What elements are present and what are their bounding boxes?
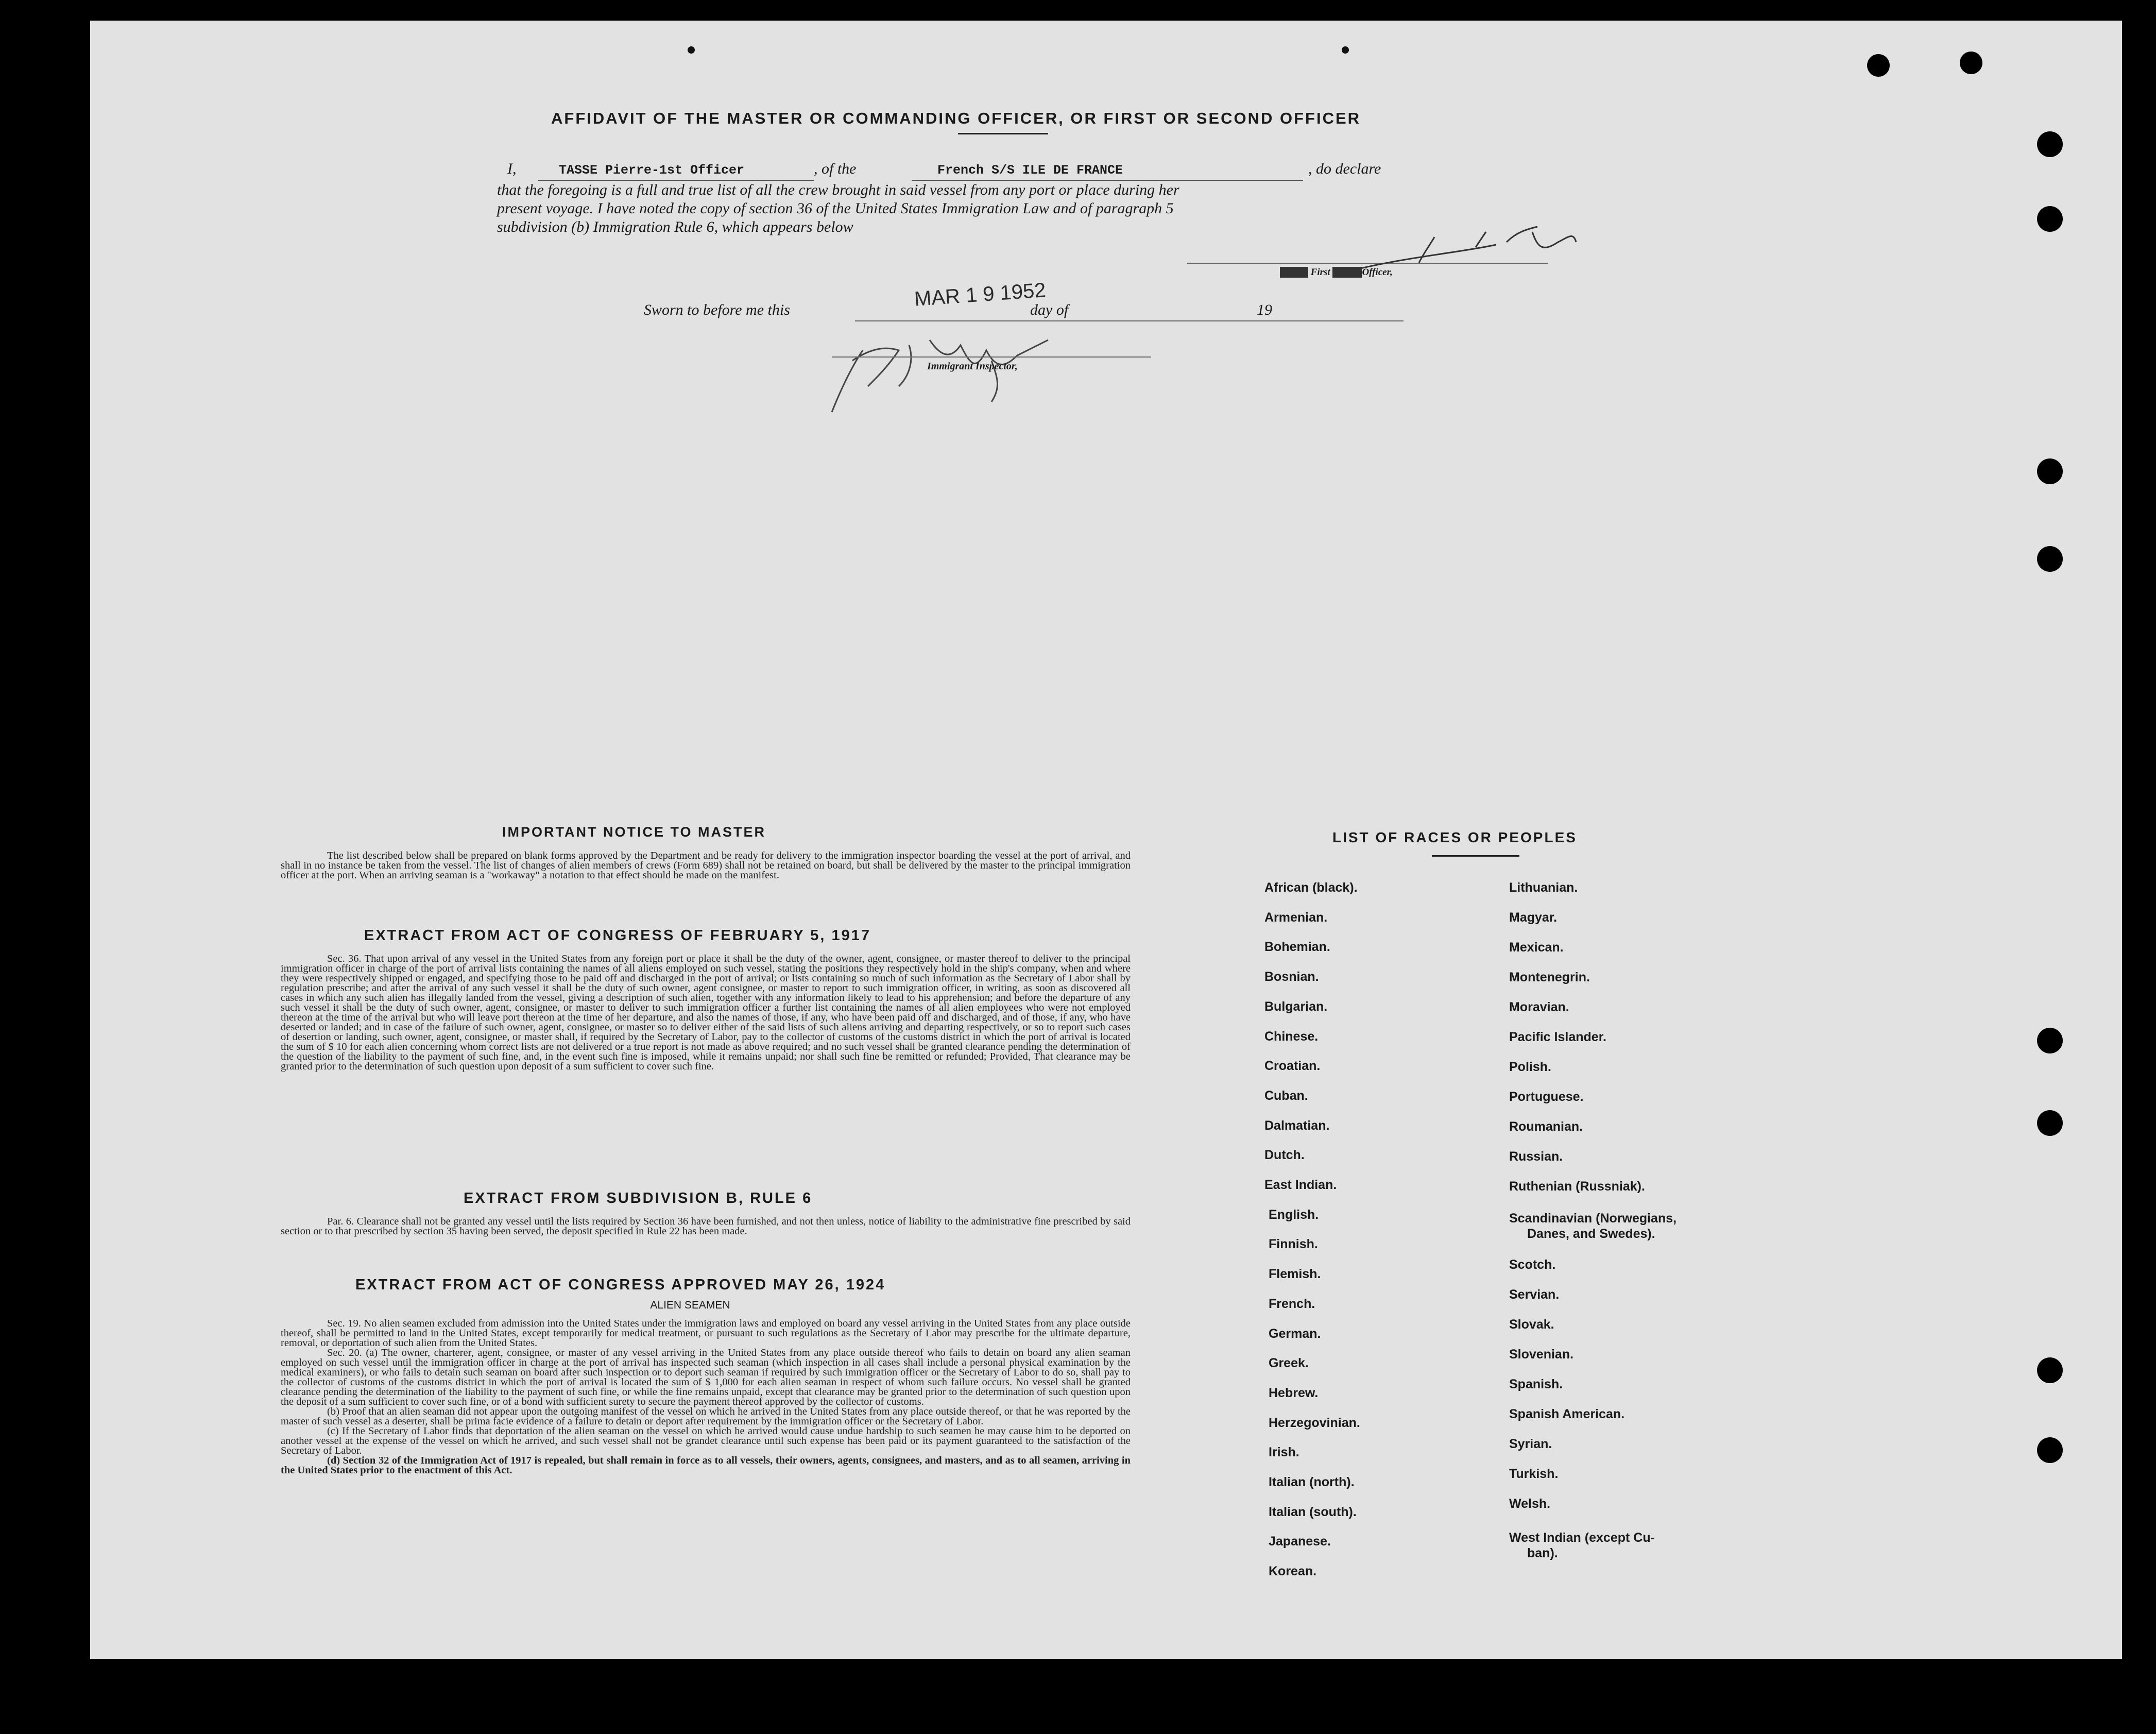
races-underline <box>1432 855 1519 857</box>
extract-1924-column <box>281 1319 1131 1475</box>
first-label: First <box>1310 267 1330 278</box>
punch-hole <box>2037 458 2063 484</box>
body-line-1: that the foregoing is a full and true list of all the crew brought in said vessel from any port or place during her <box>497 181 1179 198</box>
sec19-text: Sec. 19. No alien seamen excluded from admission into the United States under the immigration laws and employed on board any vessel arriving in the United States from any place outside thereof, shall be permitted to land in the United States, except temporarily for medical treatment, or pursuant to such regulations as the Secretary of Labor may prescribe for the ultimate departure, removal, or deportation of such alien from the United States. <box>281 1318 1131 1349</box>
affidavit-title: AFFIDAVIT OF THE MASTER OR COMMANDING OFFICER, OR FIRST OR SECOND OFFICER <box>551 109 1361 127</box>
notice-column <box>281 851 1131 880</box>
race-item: Japanese. <box>1269 1534 1331 1549</box>
race-item: Flemish. <box>1269 1267 1321 1282</box>
race-item: French. <box>1269 1296 1315 1311</box>
sec20d-text: (d) Section 32 of the Immigration Act of 1917 is repealed, but shall remain in force as to all vessels, their owners, agents, consignees, and masters, and as to all seamen, arriving in the United States prior to the enactment of this Act. <box>281 1455 1131 1476</box>
race-item: Dalmatian. <box>1264 1118 1330 1133</box>
punch-hole <box>2037 1357 2063 1383</box>
notice-text: The list described below shall be prepared on blank forms approved by the Department and be ready for delivery to the immigration inspector boarding the vessel at the port of arrival, and shall in no instance be taken from the vessel. The list of changes of alien members of crews (Form 689) shall not be retained on board, but shall be delivered by the master to the principal immigration officer at the port. When an arriving seaman is a "workaway" a notation to that effect should be made on the manifest. <box>281 850 1131 881</box>
extract-1917-text: Sec. 36. That upon arrival of any vessel in the United States from any foreign port or place it shall be the duty of the owner, agent, consignee, or master thereof to deliver to the principal immigration officer in charge of the port of arrival lists containing the names of all aliens employed on such vessel, stating the positions they respectively hold in the ship's company, when and where they were respectively shipped or engaged, and specifying those to be paid off and discharged in the port of arrival; or lists containing so much of such information as the Secretary of Labor shall by regulation prescribe; and after the arrival of any such vessel it shall be the duty of such owner, agent consignee, or master to report to such immigration officer, in writing, as soon as discovered all cases in which any such alien has illegally landed from the vessel, giving a description of such alien, together with any information likely to lead to his apprehension; and before the departure of any such vessel it shall be the duty of such owner, agent, consignee, or master to deliver to such immigration officer a further list containing the names of all alien employees who were not employed thereon at the time of the arrival but who will leave port thereon at the time of her departure, and also the names of those, if any, who have been paid off and discharged, and of those, if any, who have deserted or landed; and in case of the failure of such owner, agent, consignee, or master so to deliver either of the said lists of such aliens arriving and departing respectively, or so to report such cases of desertion or landing, such owner, agent, consignee, or master shall, if required by the Secretary of Labor, pay to the collector of customs of the customs district in which the port of arrival is located the sum of $ 10 for each alien concerning whom correct lists are not delivered or a true report is not made as above required; and no such vessel shall be granted clearance pending the determination of the question of the liability to the payment of such fine, and, in the event such fine is imposed, while it remains unpaid; nor shall such fine be remitted or refunded; Provided, That clearance may be granted prior to the determination of such question upon deposit of a sum sufficient to cover such fine. <box>281 953 1131 1072</box>
extract-1924-title: EXTRACT FROM ACT OF CONGRESS APPROVED MAY 26, 1924 <box>355 1277 886 1293</box>
binder-mark <box>688 46 695 54</box>
struck-master: Master <box>1280 267 1308 278</box>
race-item: Cuban. <box>1264 1088 1308 1103</box>
inspector-label: Immigrant Inspector, <box>927 361 1018 372</box>
race-item: Greek. <box>1269 1356 1309 1371</box>
notice-title: IMPORTANT NOTICE TO MASTER <box>502 824 766 840</box>
race-item: Russian. <box>1509 1149 1563 1164</box>
race-item: Roumanian. <box>1509 1119 1583 1134</box>
year-prefix: 19 <box>1257 301 1272 318</box>
day-of: day of <box>1030 301 1069 318</box>
race-item: Chinese. <box>1264 1029 1319 1044</box>
race-item: ban). <box>1527 1546 1558 1560</box>
race-item: Syrian. <box>1509 1437 1552 1451</box>
extract-1917-column <box>281 954 1131 1072</box>
body-line-2: present voyage. I have noted the copy of section 36 of the United States Immigration Law and of paragraph 5 <box>497 200 1174 217</box>
punch-hole <box>2037 206 2063 232</box>
race-item: Scotch. <box>1509 1257 1556 1272</box>
extract-rule6-column <box>281 1217 1131 1236</box>
race-item: Montenegrin. <box>1509 970 1590 984</box>
race-item: Lithuanian. <box>1509 880 1578 895</box>
extract-rule6-text: Par. 6. Clearance shall not be granted any vessel until the lists required by Section 36 have been furnished, and not then unless, notice of liability to the administrative fine prescribed by said section or to that prescribed by section 35 having been served, the deposit specified in Rule 22 has been made. <box>281 1216 1131 1237</box>
race-item: Spanish American. <box>1509 1407 1625 1421</box>
race-item: East Indian. <box>1264 1178 1337 1192</box>
punch-hole <box>2037 1028 2063 1053</box>
race-item: Dutch. <box>1264 1148 1305 1163</box>
race-item: Slovenian. <box>1509 1347 1574 1362</box>
race-item: Portuguese. <box>1509 1090 1584 1104</box>
race-item: Scandinavian (Norwegians, <box>1509 1211 1677 1226</box>
extract-1917-title: EXTRACT FROM ACT OF CONGRESS OF FEBRUARY 5, 1917 <box>364 927 871 944</box>
pronoun: I, <box>507 160 517 177</box>
race-item: Italian (south). <box>1269 1504 1357 1519</box>
races-title: LIST OF RACES OR PEOPLES <box>1332 829 1577 845</box>
race-item: Finnish. <box>1269 1237 1318 1252</box>
binder-mark <box>1342 46 1349 54</box>
body-line-3: subdivision (b) Immigration Rule 6, which appears below <box>497 218 853 235</box>
race-item: Polish. <box>1509 1060 1551 1074</box>
race-item: Danes, and Swedes). <box>1527 1227 1655 1241</box>
race-item: Bosnian. <box>1264 970 1319 984</box>
inspector-line <box>832 356 1151 358</box>
race-item: Hebrew. <box>1269 1385 1319 1400</box>
race-item: Spanish. <box>1509 1377 1563 1391</box>
race-item: Bulgarian. <box>1264 999 1328 1014</box>
race-item: West Indian (except Cu- <box>1509 1531 1655 1545</box>
race-item: Herzegovinian. <box>1269 1415 1360 1430</box>
race-item: Ruthenian (Russniak). <box>1509 1179 1645 1194</box>
race-item: Slovak. <box>1509 1317 1554 1332</box>
race-item: Korean. <box>1269 1564 1317 1579</box>
extract-rule6-title: EXTRACT FROM SUBDIVISION B, RULE 6 <box>464 1190 813 1206</box>
title-underline <box>958 133 1048 134</box>
race-item: African (black). <box>1264 880 1358 895</box>
struck-second: Second <box>1332 267 1362 278</box>
date-stamp: MAR 1 9 1952 <box>913 279 1047 311</box>
race-item: Croatian. <box>1264 1059 1321 1074</box>
officer-signature <box>1342 222 1610 288</box>
punch-hole <box>2037 131 2063 157</box>
race-item: Turkish. <box>1509 1467 1559 1481</box>
sworn-line <box>644 301 790 319</box>
sec20a-text: Sec. 20. (a) The owner, charterer, agent, consignee, or master of any vessel arriving in the United States from any place outside thereof who fails to detain on board any alien seaman employed on such vessel until the immigration officer in charge at the port of arrival has inspected such seaman (which inspection in all cases shall include a personal physical examination by the medical examiners), or who fails to detain such seaman on board after such inspection or to deport such seaman if required by such immigration officer or the Secretary of Labor to do so, shall pay to the collector of customs of the customs district in which the port of arrival is located the sum of $ 1,000 for each alien seaman in respect of whom such failure occurs. No vessel shall be granted clearance pending the determination of the liability to the payment of such fine, or while the fine remains unpaid, except that clearance may be granted prior to the determination of such question upon the deposit of a sum sufficient to cover such fine, or of a bond with sufficient surety to secure the payment thereof approved by the collector of customs. <box>281 1347 1131 1407</box>
punch-hole <box>2037 546 2063 572</box>
punch-hole <box>1867 54 1890 77</box>
race-item: English. <box>1269 1207 1319 1222</box>
race-item: German. <box>1269 1326 1321 1341</box>
race-item: Mexican. <box>1509 940 1564 955</box>
vessel-name: French S/S ILE DE FRANCE <box>912 161 1303 181</box>
race-item: Italian (north). <box>1269 1475 1355 1489</box>
punch-hole <box>1960 52 1982 74</box>
sworn-text: Sworn to before me this <box>644 301 790 318</box>
race-item: Irish. <box>1269 1445 1299 1460</box>
officer-name: TASSE Pierre-1st Officer <box>538 161 814 181</box>
sec20b-text: (b) Proof that an alien seaman did not appear upon the outgoing manifest of the vessel on which he arrived in the United States from any place outside thereof, or that he was reported by the master of such vessel as a deserter, shall be prima facie evidence of a failure to detain or deport after requirement by the immigration officer or the Secretary of Labor. <box>281 1406 1131 1427</box>
alien-seamen-subtitle: ALIEN SEAMEN <box>650 1299 730 1311</box>
officer-label: Officer, <box>1362 267 1393 278</box>
race-item: Moravian. <box>1509 1000 1569 1014</box>
sec20c-text: (c) If the Secretary of Labor finds that deportation of the alien seaman on the vessel on which he arrived would cause undue hardship to such seamen he may cause him to be deported on another vessel at the expense of the vessel on which he arrived, and such vessel shall not be grandet clearance until such expense has been paid or its payment guaranteed to the satisfaction of the Secretary of Labor. <box>281 1425 1131 1456</box>
race-item: Magyar. <box>1509 910 1558 925</box>
document-page <box>90 21 2122 1659</box>
race-item: Pacific Islander. <box>1509 1030 1606 1044</box>
punch-hole <box>2037 1110 2063 1136</box>
punch-hole <box>2037 1437 2063 1463</box>
of-the: , of the <box>814 160 857 177</box>
race-item: Bohemian. <box>1264 940 1330 955</box>
race-item: Armenian. <box>1264 910 1328 925</box>
race-item: Servian. <box>1509 1287 1560 1302</box>
do-declare: , do declare <box>1308 160 1381 177</box>
race-item: Welsh. <box>1509 1497 1551 1511</box>
